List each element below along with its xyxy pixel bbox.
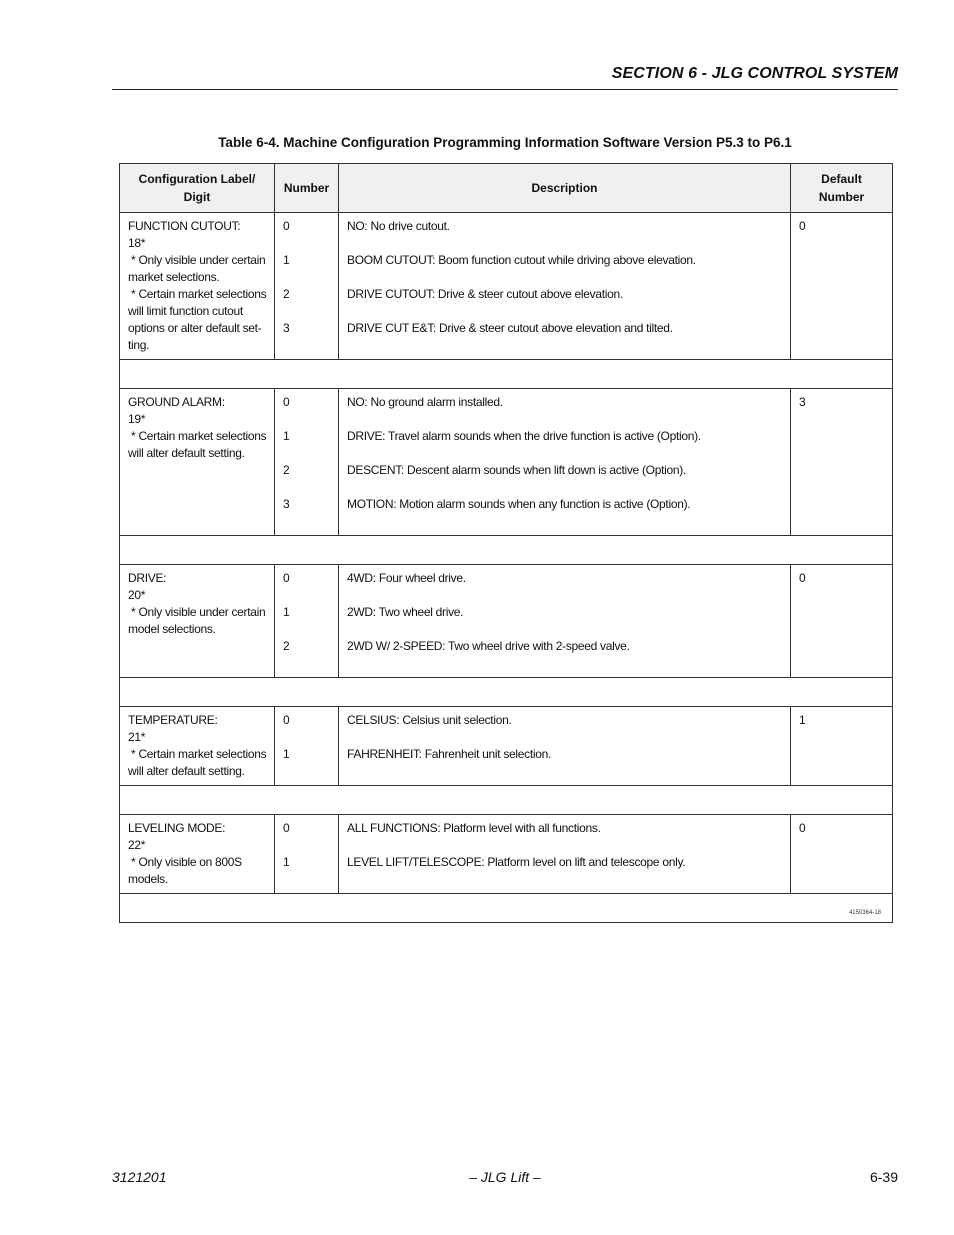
default-number-cell: 3 [791, 389, 893, 536]
spacer-cell [120, 786, 893, 815]
option-number: 0 [283, 219, 290, 233]
spacer-cell [120, 360, 893, 389]
number-cell [275, 565, 339, 678]
config-label-line: GROUND ALARM: [128, 395, 225, 409]
option-number: 2 [283, 287, 290, 301]
config-label-line: FUNCTION CUTOUT: [128, 219, 241, 233]
config-label-line: will alter default setting. [128, 446, 245, 460]
option-description: DRIVE: Travel alarm sounds when the drive function is active (Option). [347, 429, 701, 443]
figure-reference: 4150364-18 [848, 910, 881, 916]
config-label-line: market selections. [128, 270, 220, 284]
spacer-cell [120, 894, 893, 923]
config-label-line: TEMPERATURE: [128, 713, 218, 727]
config-label-cell [120, 213, 275, 360]
number-cell [275, 389, 339, 536]
default-number-cell: 1 [791, 707, 893, 786]
config-label-line: * Certain market selections [128, 747, 267, 761]
table-row [120, 707, 893, 786]
description-cell [339, 815, 791, 894]
col-header-label [120, 164, 275, 213]
option-description: 2WD W/ 2-SPEED: Two wheel drive with 2-speed valve. [347, 639, 630, 653]
config-label-line: * Certain market selections [128, 287, 267, 301]
config-label-line: LEVELING MODE: [128, 821, 226, 835]
option-number: 0 [283, 571, 290, 585]
table-row [120, 565, 893, 678]
config-label-line: will limit function cutout [128, 304, 243, 318]
config-label-line: * Only visible under certain [128, 253, 266, 267]
option-number: 0 [283, 821, 290, 835]
option-description: BOOM CUTOUT: Boom function cutout while driving above elevation. [347, 253, 696, 267]
option-description: 2WD: Two wheel drive. [347, 605, 464, 619]
option-description: MOTION: Motion alarm sounds when any function is active (Option). [347, 497, 691, 511]
option-description: ALL FUNCTIONS: Platform level with all functions. [347, 821, 601, 835]
option-number: 1 [283, 855, 290, 869]
option-number: 1 [283, 605, 290, 619]
config-table [119, 163, 893, 923]
option-description: NO: No drive cutout. [347, 219, 450, 233]
option-description: FAHRENHEIT: Fahrenheit unit selection. [347, 747, 552, 761]
config-label-line: DRIVE: [128, 571, 167, 585]
table-header-row [120, 164, 893, 213]
section-title: SECTION 6 - JLG CONTROL SYSTEM [611, 65, 898, 82]
config-label-line: 19* [128, 412, 146, 426]
col-header-label-line1: Configuration Label/ [138, 172, 256, 186]
config-label-line: * Only visible on 800S [128, 855, 242, 869]
option-number: 1 [283, 747, 290, 761]
config-label-line: ting. [128, 338, 150, 352]
number-cell [275, 707, 339, 786]
footer-center-text: – JLG Lift – [469, 1169, 541, 1185]
config-label-line: * Certain market selections [128, 429, 267, 443]
config-label-line: 22* [128, 838, 146, 852]
table-row [120, 815, 893, 894]
table-body [120, 213, 893, 923]
spacer-cell [120, 678, 893, 707]
doc-number: 3121201 [112, 1169, 167, 1185]
config-label-line: 21* [128, 730, 146, 744]
default-number-cell: 0 [791, 815, 893, 894]
option-description: DESCENT: Descent alarm sounds when lift down is active (Option). [347, 463, 686, 477]
config-label-cell [120, 815, 275, 894]
spacer-row [120, 678, 893, 707]
option-number: 2 [283, 639, 290, 653]
config-label-line: 20* [128, 588, 146, 602]
option-description: 4WD: Four wheel drive. [347, 571, 466, 585]
table-row [120, 213, 893, 360]
spacer-row [120, 894, 893, 923]
option-number: 2 [283, 463, 290, 477]
option-number: 3 [283, 321, 290, 335]
default-number-cell: 0 [791, 213, 893, 360]
config-label-line: options or alter default set- [128, 321, 262, 335]
description-cell [339, 213, 791, 360]
config-label-line: models. [128, 872, 168, 886]
option-description: LEVEL LIFT/TELESCOPE: Platform level on lift and telescope only. [347, 855, 686, 869]
option-number: 1 [283, 429, 290, 443]
config-label-cell [120, 565, 275, 678]
option-description: NO: No ground alarm installed. [347, 395, 503, 409]
option-number: 3 [283, 497, 290, 511]
col-header-default [791, 164, 893, 213]
col-header-label-line2: Digit [183, 190, 211, 204]
col-header-number: Number [275, 164, 339, 213]
option-number: 1 [283, 253, 290, 267]
number-cell [275, 213, 339, 360]
option-number: 0 [283, 395, 290, 409]
spacer-row [120, 536, 893, 565]
option-description: DRIVE CUT E&T: Drive & steer cutout above elevation and tilted. [347, 321, 673, 335]
option-number: 0 [283, 713, 290, 727]
config-label-line: model selections. [128, 622, 216, 636]
table-title: Table 6-4. Machine Configuration Programming Information Software Version P5.3 to P6.1 [218, 135, 792, 150]
option-description: CELSIUS: Celsius unit selection. [347, 713, 512, 727]
table-row [120, 389, 893, 536]
col-header-default-line2: Number [818, 190, 865, 204]
spacer-row [120, 786, 893, 815]
description-cell [339, 389, 791, 536]
config-label-line: * Only visible under certain [128, 605, 266, 619]
page-header [112, 62, 898, 90]
spacer-cell [120, 536, 893, 565]
option-description: DRIVE CUTOUT: Drive & steer cutout above elevation. [347, 287, 623, 301]
page-number: 6-39 [869, 1169, 898, 1185]
col-header-description: Description [339, 164, 791, 213]
description-cell [339, 707, 791, 786]
default-number-cell: 0 [791, 565, 893, 678]
description-cell [339, 565, 791, 678]
config-label-cell [120, 707, 275, 786]
config-label-line: 18* [128, 236, 146, 250]
config-label-line: will alter default setting. [128, 764, 245, 778]
number-cell [275, 815, 339, 894]
col-header-default-line1: Default [821, 172, 862, 186]
config-label-cell [120, 389, 275, 536]
spacer-row [120, 360, 893, 389]
